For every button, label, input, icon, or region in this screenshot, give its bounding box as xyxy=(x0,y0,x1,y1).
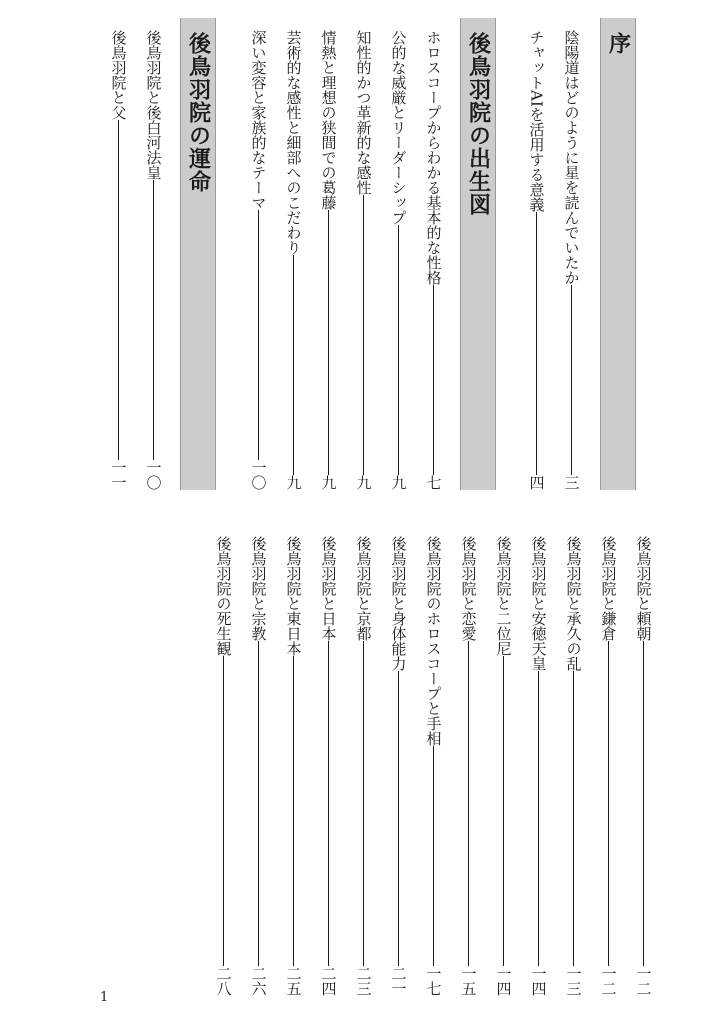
toc-leader xyxy=(328,641,329,966)
toc-entry[interactable] xyxy=(525,30,547,490)
toc-entry-title: 後鳥羽院と東日本 xyxy=(284,536,303,656)
toc-entry-page: 二五 xyxy=(284,966,303,996)
toc-entry[interactable] xyxy=(492,536,514,996)
toc-entry[interactable] xyxy=(142,30,164,490)
toc-entry-title: 知性的かつ革新的な感性 xyxy=(354,30,373,195)
toc-leader xyxy=(643,641,644,966)
toc-entry-title: 後鳥羽院と日本 xyxy=(319,536,338,641)
toc-leader xyxy=(293,656,294,966)
toc-entry[interactable] xyxy=(317,536,339,996)
toc-entry-title: 芸術的な感性と細部へのこだわり xyxy=(284,30,303,255)
toc-leader xyxy=(258,210,259,460)
toc-entry-title: 深い変容と家族的なテーマ xyxy=(249,30,268,210)
toc-entry[interactable] xyxy=(317,30,339,490)
toc-entry-page: 一三 xyxy=(564,966,583,996)
toc-leader xyxy=(573,671,574,966)
toc-leader xyxy=(328,210,329,475)
toc-entry-page: 一二 xyxy=(634,966,653,996)
toc-leader xyxy=(293,255,294,475)
toc-entry-page: 二六 xyxy=(249,966,268,996)
section-heading-band xyxy=(180,18,216,490)
toc-entry-page: 二四 xyxy=(319,966,338,996)
toc-entry-page: 二八 xyxy=(214,966,233,996)
section-heading: 後鳥羽院の運命 xyxy=(185,32,211,193)
toc-entry[interactable] xyxy=(632,536,654,996)
toc-entry-title: 後鳥羽院と安徳天皇 xyxy=(529,536,548,671)
toc-entry[interactable] xyxy=(597,536,619,996)
toc-entry-page: 九 xyxy=(319,475,338,490)
section-heading: 後鳥羽院の出生図 xyxy=(465,32,491,216)
toc-entry-title: 後鳥羽院と二位尼 xyxy=(494,536,513,656)
toc-entry-page: 二三 xyxy=(354,966,373,996)
toc-leader xyxy=(571,285,572,475)
toc-leader xyxy=(153,180,154,460)
toc-entry-page: 一五 xyxy=(459,966,478,996)
toc-entry-page: 二一 xyxy=(389,966,408,996)
toc-entry-page: 九 xyxy=(284,475,303,490)
toc-entry[interactable] xyxy=(352,30,374,490)
toc-entry-page: 九 xyxy=(389,475,408,490)
toc-entry[interactable] xyxy=(422,30,444,490)
toc-entry[interactable] xyxy=(457,536,479,996)
toc-entry-title: 後鳥羽院の死生観 xyxy=(214,536,233,656)
toc-entry-title: 後鳥羽院と京都 xyxy=(354,536,373,641)
section-heading: 序 xyxy=(605,32,631,55)
toc-leader xyxy=(258,641,259,966)
section-heading-band xyxy=(600,18,636,490)
toc-entry-title: 情熱と理想の狭間での葛藤 xyxy=(319,30,338,210)
toc-entry[interactable] xyxy=(212,536,234,996)
toc-entry-page: 一〇 xyxy=(249,460,268,490)
toc-entry-page: 四 xyxy=(527,475,546,490)
toc-entry-page: 七 xyxy=(424,475,443,490)
toc-entry-page: 一四 xyxy=(529,966,548,996)
toc-leader xyxy=(363,641,364,966)
toc-leader xyxy=(536,212,537,475)
toc-entry-page: 一〇 xyxy=(144,460,163,490)
toc-entry[interactable] xyxy=(527,536,549,996)
toc-leader xyxy=(398,671,399,966)
toc-leader xyxy=(433,285,434,475)
toc-entry[interactable] xyxy=(560,30,582,490)
toc-entry-title: ホロスコープからわかる基本的な性格 xyxy=(424,30,443,285)
toc-entry-title: 後鳥羽院のホロスコープと手相 xyxy=(424,536,443,746)
toc-leader xyxy=(608,641,609,966)
toc-entry[interactable] xyxy=(282,30,304,490)
toc-entry[interactable] xyxy=(247,536,269,996)
toc-entry[interactable] xyxy=(387,30,409,490)
toc-entry-title: 後鳥羽院と身体能力 xyxy=(389,536,408,671)
toc-entry-page: 九 xyxy=(354,475,373,490)
toc-entry-title: 後鳥羽院と承久の乱 xyxy=(564,536,583,671)
toc-leader xyxy=(503,656,504,966)
toc-entry-page: 一四 xyxy=(494,966,513,996)
toc-entry[interactable] xyxy=(352,536,374,996)
toc-entry[interactable] xyxy=(562,536,584,996)
page-number: 1 xyxy=(100,990,109,1005)
toc-leader xyxy=(433,746,434,966)
toc-entry-title: 公的な威厳とリーダーシップ xyxy=(389,30,408,225)
toc-leader xyxy=(223,656,224,966)
toc-entry-title: 後鳥羽院と頼朝 xyxy=(634,536,653,641)
toc-entry[interactable] xyxy=(422,536,444,996)
toc-leader xyxy=(468,641,469,966)
toc-entry-title: 後鳥羽院と恋愛 xyxy=(459,536,478,641)
toc-entry[interactable] xyxy=(282,536,304,996)
toc-entry-page: 三 xyxy=(562,475,581,490)
toc-entry-title: 陰陽道はどのように星を読んでいたか xyxy=(562,30,581,285)
toc-entry[interactable] xyxy=(107,30,129,490)
toc-entry-title: 後鳥羽院と宗教 xyxy=(249,536,268,641)
toc-entry-title: 後鳥羽院と後白河法皇 xyxy=(144,30,163,180)
toc-leader xyxy=(538,671,539,966)
toc-entry-title: 後鳥羽院と父 xyxy=(109,30,128,120)
toc-leader xyxy=(398,225,399,475)
toc-entry-page: 一二 xyxy=(599,966,618,996)
toc-entry-title: 後鳥羽院と鎌倉 xyxy=(599,536,618,641)
toc-entry-page: 一七 xyxy=(424,966,443,996)
toc-leader xyxy=(118,120,119,460)
section-heading-band xyxy=(460,18,496,490)
toc-entry-title: チャットAIを活用する意義 xyxy=(527,30,546,212)
toc-leader xyxy=(363,195,364,475)
toc-entry[interactable] xyxy=(247,30,269,490)
toc-entry[interactable] xyxy=(387,536,409,996)
toc-entry-page: 一一 xyxy=(109,460,128,490)
